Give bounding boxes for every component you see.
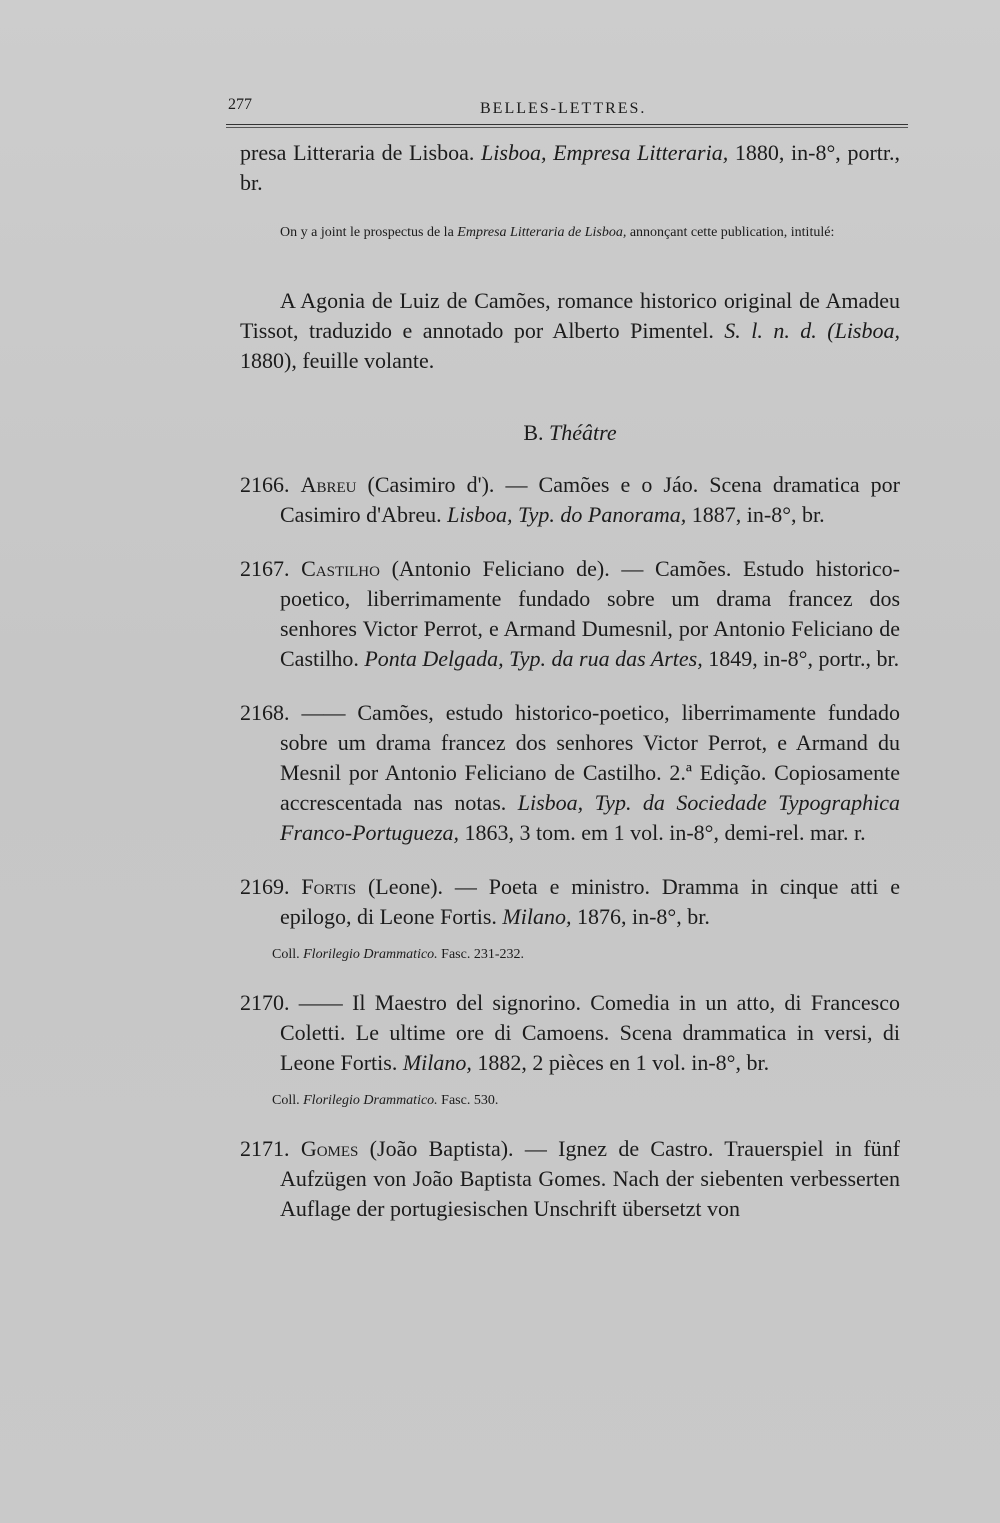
entry-2166: 2166. Abreu (Casimiro d'). — Camões e o Jáo. Scena dramatica por Casimiro d'Abreu. Lisboa, Typ. do Panorama, 1887, in-8°, br. <box>240 472 901 527</box>
author-name: Gomes <box>300 1136 359 1161</box>
running-title: BELLES-LETTRES. <box>480 100 647 117</box>
entry-2167: 2167. Castilho (Antonio Feliciano de). — Camões. Estudo historico-poetico, liberrimamente fundado sobre um drama francez dos senhores Victor Perrot, e Armand Dumesnil, por Antonio Feliciano de Castilho. Ponta Delgada, Typ. da rua das Artes, 1849, in-8°, portr., br. <box>240 556 901 671</box>
agonia-title: A Agonia de Luiz de Camões, romance historico original de Amadeu Tissot, traduzido e annotado por Alberto Pimentel. S. l. n. d. (Lisboa, 1880), feuille volante. <box>240 288 900 373</box>
running-head <box>228 96 908 120</box>
author-name: Castilho <box>301 556 380 581</box>
page-content <box>240 138 900 1224</box>
ditto-dash: —— <box>298 990 343 1015</box>
page-number: 277 <box>228 96 252 113</box>
author-name: Fortis <box>301 874 357 899</box>
continued-entry: presa Litteraria de Lisboa. Lisboa, Empresa Litteraria, 1880, in-8°, portr., br. <box>240 140 900 195</box>
entry-2168: 2168. —— Camões, estudo historico-poetico, liberrimamente fundado sobre um drama francez dos senhores Victor Perrot, e Armand du Mesnil por Antonio Feliciano de Castilho. 2.ª Edição. Copiosamente accrescentada nas notas. Lisboa, Typ. da Sociedade Typographica Franco-Portugueza, 1863, 3 tom. em 1 vol. in-8°, demi-rel. mar. r. <box>240 700 900 845</box>
entry-2170: 2170. —— Il Maestro del signorino. Comedia in un atto, di Francesco Coletti. Le ultime ore di Camoens. Scena drammatica in versi, di Leone Fortis. Milano, 1882, 2 pièces en 1 vol. in-8°, br. <box>240 990 901 1075</box>
entry-2169: 2169. Fortis (Leone). — Poeta e ministro. Dramma in cinque atti e epilogo, di Leone Fortis. Milano, 1876, in-8°, br. <box>240 874 901 929</box>
collection-note-2170: Coll. Florilegio Drammatico. Fasc. 530. <box>272 1093 499 1108</box>
entry-2171: 2171. Gomes (João Baptista). — Ignez de Castro. Trauerspiel in fünf Aufzügen von João Baptista Gomes. Nach der siebenten verbesserten Auflage der portugiesischen Unschrift übersetzt von <box>240 1136 901 1221</box>
collection-note-2169: Coll. Florilegio Drammatico. Fasc. 231-232. <box>272 947 524 962</box>
prospectus-note: On y a joint le prospectus de la Empresa Litteraria de Lisboa, annonçant cette publication, intitulé: <box>280 225 835 240</box>
section-heading: B. Théâtre <box>523 420 617 445</box>
author-name: Abreu <box>300 472 357 497</box>
ditto-dash: —— <box>301 700 346 725</box>
header-rule <box>226 124 908 128</box>
